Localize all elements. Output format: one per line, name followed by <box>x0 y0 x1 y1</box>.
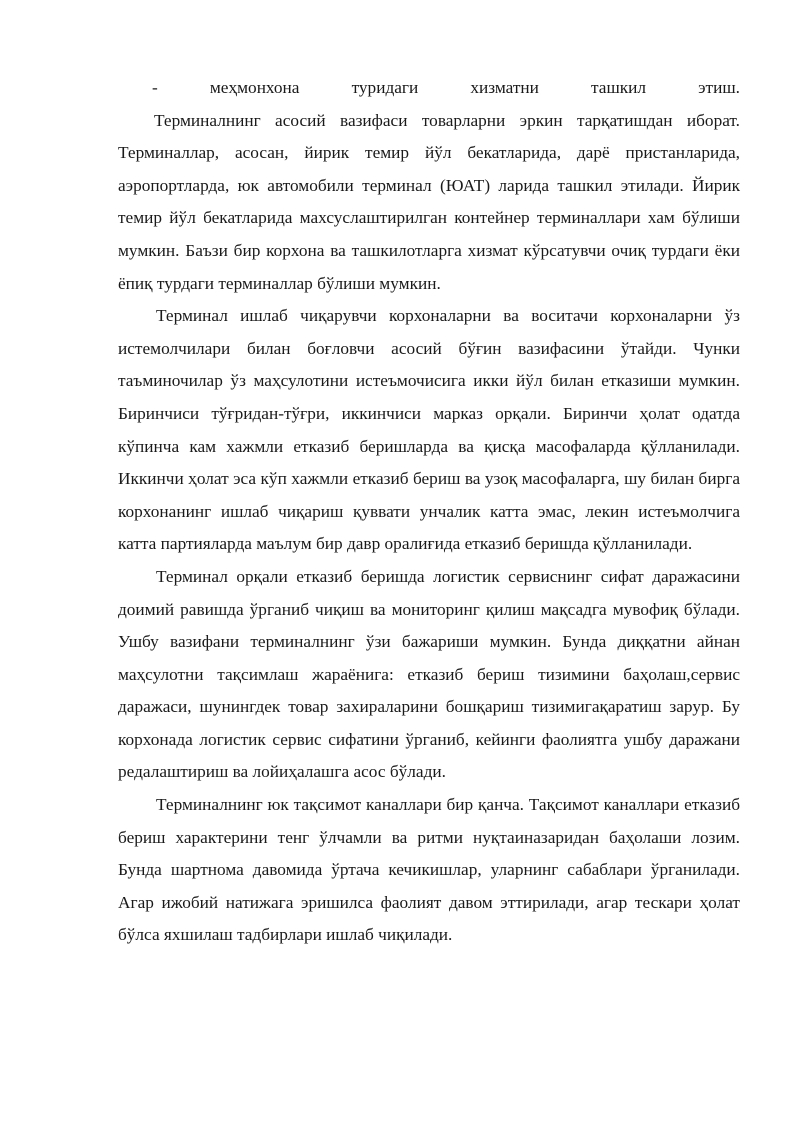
paragraph: Терминал ишлаб чиқарувчи корхоналарни ва воситачи корхоналарни ўз истемолчилари билан боғловчи асосий бўғин вазифасини ўтайди. Чунки таъминочилар ўз маҳсулотини истеъмочисига икки йўл билан етказиши мумкин. Биринчиси тўғридан-тўғри, иккинчиси марказ орқали. Биринчи ҳолат одатда кўпинча кам хажмли етказиб беришларда ва қисқа масофаларда қўлланилади. Иккинчи ҳолат эса кўп хажмли етказиб бериш ва узоқ масофаларга, шу билан бирга корхонанинг ишлаб чиқариш қуввати унчалик катта эмас, лекин истеъмолчига катта партияларда маълум бир давр оралиғида етказиб беришда қўлланилади. <box>118 306 740 554</box>
paragraph: Терминалнинг юк тақсимот каналлари бир қанча. Тақсимот каналлари етказиб бериш характерини тенг ўлчамли ва ритми нуқтаиназаридан баҳолаши лозим. Бунда шартнома давомида ўртача кечикишлар, уларнинг сабаблари ўрганилади. Агар ижобий натижага эришилса фаолият давом эттирилади, агар тескари ҳолат бўлса яхшилаш тадбирлари ишлаб чиқилади. <box>118 795 740 945</box>
paragraph: Терминал орқали етказиб беришда логистик сервиснинг сифат даражасини доимий равишда ўрганиб чиқиш ва мониторинг қилиш мақсадга мувофиқ бўлади. Ушбу вазифани терминалнинг ўзи бажариши мумкин. Бунда диққатни айнан маҳсулотни тақсимлаш жараёнига: етказиб бериш тизимини баҳолаш,сервис даражаси, шунингдек товар захираларини бошқариш тизимигақаратиш зарур. Бу корхонада логистик сервис сифатини ўрганиб, кейинги фаолиятга ушбу даражани редалаштириш ва лойиҳалашга асос бўлади. <box>118 566 740 782</box>
paragraph: Терминалнинг асосий вазифаси товарларни эркин тарқатишдан иборат. Терминаллар, асосан, йирик темир йўл бекатларида, дарё пристанларида, аэропортларда, юк автомобили терминал (ЮАТ) ларида ташкил этилади. Йирик темир йўл бекатларида махсуслаштирилган контейнер терминаллари хам бўлиши мумкин. Баъзи бир корхона ва ташкилотларга хизмат кўрсатувчи очиқ турдаги ёки ёпиқ турдаги терминаллар бўлиши мумкин. <box>118 110 740 293</box>
document-body <box>118 72 740 952</box>
list-item-paragraph: - меҳмонхона туридаги хизматни ташкил этиш. <box>152 78 740 97</box>
